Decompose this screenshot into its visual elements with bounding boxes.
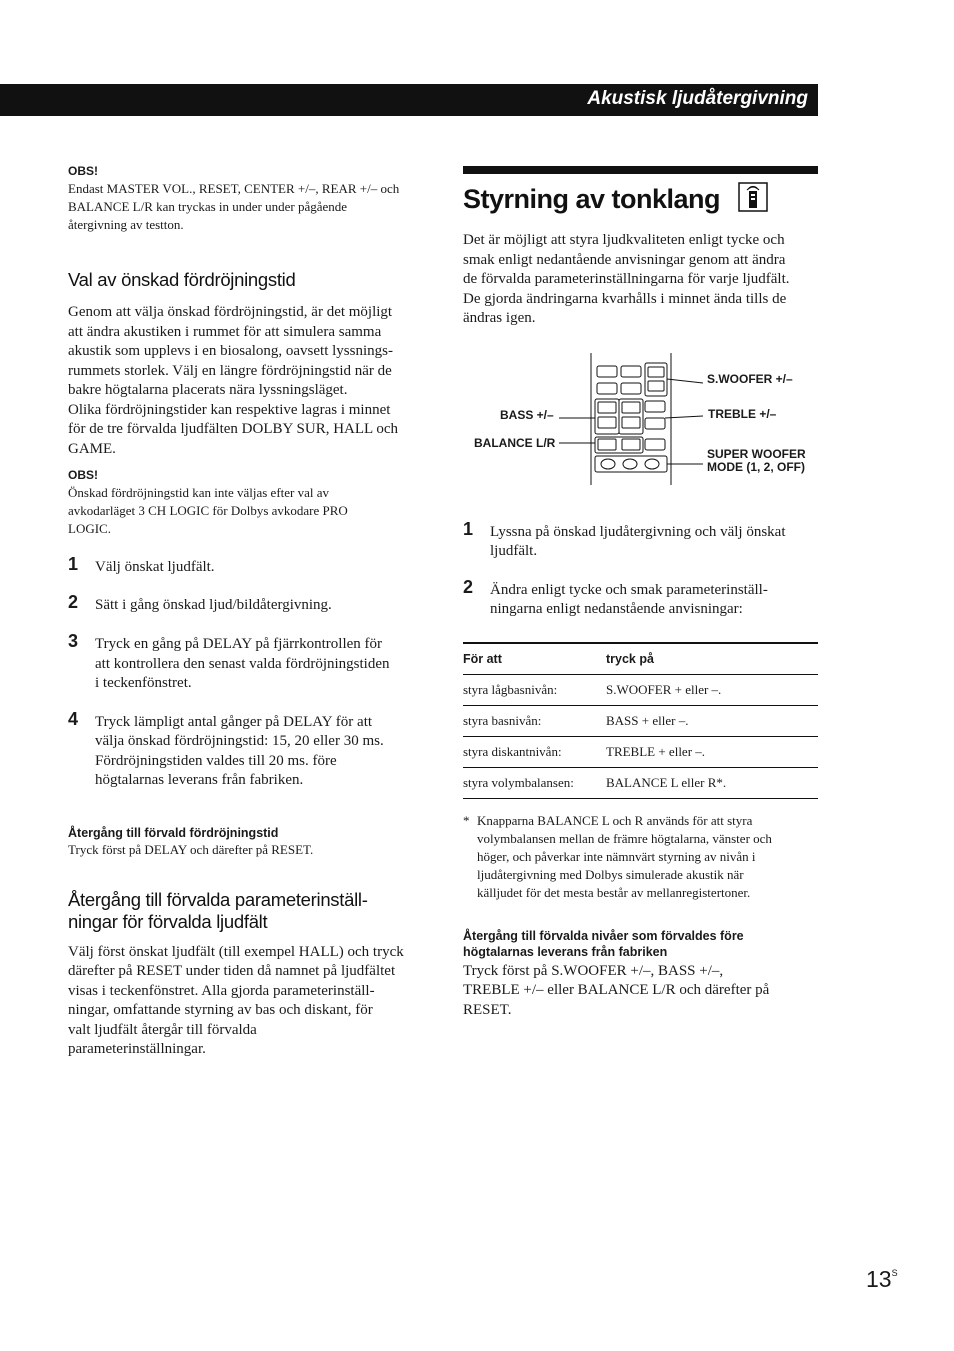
table-cell: styra volymbalansen: bbox=[463, 767, 606, 798]
body-line: valt ljudfält återgår till förvalda bbox=[68, 1021, 257, 1038]
body-line: därefter på RESET under tiden då namnet på ljudfältet bbox=[68, 963, 396, 979]
table-row bbox=[463, 736, 818, 767]
footnote-line: volymbalansen mellan de främre högtalarna, vänster och bbox=[477, 830, 772, 846]
step-text: Tryck lämpligt antal gånger på DELAY för att bbox=[95, 713, 373, 730]
section-heading-line: Återgång till förvalda parameterinställ- bbox=[68, 888, 368, 910]
step-text: Tryck en gång på DELAY på fjärrkontrollen för bbox=[95, 636, 383, 652]
obs-note bbox=[68, 484, 424, 538]
body-line: ningar, omfattande styrning av bas och diskant, för bbox=[68, 1002, 373, 1018]
footnote-line: höger, och påverkar inte nämnvärt styrning av nivån i bbox=[477, 848, 756, 864]
step-text: ningarna enligt nedanstående anvisningar: bbox=[490, 601, 743, 617]
step-number: 3 bbox=[68, 631, 79, 651]
step-text: ljudfält. bbox=[490, 543, 538, 559]
label-bass: BASS +/– bbox=[500, 407, 554, 422]
factory-reset-heading bbox=[463, 928, 818, 960]
step-2 bbox=[463, 576, 818, 620]
table-cell: styra diskantnivån: bbox=[463, 736, 606, 767]
label-treble: TREBLE +/– bbox=[708, 406, 777, 421]
step-text: i teckenfönstret. bbox=[95, 675, 192, 691]
title-row bbox=[463, 182, 818, 217]
table-header: För att bbox=[463, 643, 606, 675]
obs-label: OBS! bbox=[68, 164, 98, 178]
step-text: högtalarnas leverans från fabriken. bbox=[95, 772, 304, 788]
return-delay-heading: Återgång till förvald fördröjningstid bbox=[68, 825, 279, 840]
table-row bbox=[463, 767, 818, 798]
step-1 bbox=[68, 554, 424, 578]
body-line: Välj först önskat ljudfält (till exempel HALL) och tryck bbox=[68, 943, 404, 960]
step-number: 1 bbox=[463, 518, 474, 539]
table-cell: BASS + eller –. bbox=[606, 705, 818, 736]
label-super-woofer: SUPER WOOFER bbox=[707, 446, 806, 461]
body-line: parameterinställningar. bbox=[68, 1041, 206, 1057]
section-heading-delay: Val av önskad fördröjningstid bbox=[68, 269, 296, 290]
body-line: bakre högtalarna placerats nära lyssningsläget. bbox=[68, 382, 348, 398]
obs-note-line: Önskad fördröjningstid kan inte väljas efter val av bbox=[68, 485, 330, 500]
body-line: RESET. bbox=[463, 1001, 512, 1018]
body-line: De gjorda ändringarna kvarhålls i minnet ända tills de bbox=[463, 290, 787, 307]
page-number-value: 13 bbox=[866, 1266, 892, 1292]
return-delay-text: Tryck först på DELAY och därefter på RESET. bbox=[68, 841, 314, 857]
step-4 bbox=[68, 708, 424, 791]
body-line: Det är möjligt att styra ljudkvaliteten enligt tycke och bbox=[463, 232, 785, 248]
body-line: visas i teckenfönstret. Alla gjorda parameterinställ- bbox=[68, 982, 375, 999]
label-swoofer: S.WOOFER +/– bbox=[707, 371, 793, 386]
section-heading-reset bbox=[68, 889, 424, 933]
footnote-line: Knapparna BALANCE L och R används för att styra bbox=[477, 812, 753, 828]
step-text: Välj önskat ljudfält. bbox=[95, 559, 215, 575]
minihead-line: Återgång till förvalda nivåer som förvaldes före bbox=[463, 928, 744, 943]
section-header-bar bbox=[0, 84, 818, 116]
obs-note-line: LOGIC. bbox=[68, 521, 111, 536]
page-title: Styrning av tonklang bbox=[463, 184, 721, 214]
step-number: 4 bbox=[68, 708, 79, 729]
step-number: 1 bbox=[68, 554, 79, 574]
page-number-suffix: S bbox=[891, 1268, 898, 1278]
obs-note-line: återgivning av testton. bbox=[68, 217, 184, 232]
section-heading-line: ningar för förvalda ljudfält bbox=[68, 910, 268, 932]
label-balance: BALANCE L/R bbox=[474, 435, 556, 450]
footnote bbox=[463, 812, 818, 902]
section-body-delay bbox=[68, 303, 424, 459]
obs-note-line: BALANCE L/R kan tryckas in under under pågående bbox=[68, 199, 348, 214]
table-row bbox=[463, 674, 818, 705]
step-text: Fördröjningstiden valdes till 20 ms. före bbox=[95, 752, 337, 769]
footnote-line: ljudåtergivning med Dolbys simulerade akustik när bbox=[477, 866, 744, 882]
step-1 bbox=[463, 518, 818, 562]
table-cell: styra lågbasnivån: bbox=[463, 674, 606, 705]
step-2 bbox=[68, 591, 424, 616]
minihead-line: högtalarnas leverans från fabriken bbox=[463, 944, 668, 959]
step-text: Lyssna på önskad ljudåtergivning och välj önskat bbox=[490, 523, 786, 540]
table-cell: styra basnivån: bbox=[463, 705, 606, 736]
section-header-title: Akustisk ljudåtergivning bbox=[587, 88, 808, 109]
body-line: Tryck först på S.WOOFER +/–, BASS +/–, bbox=[463, 962, 724, 979]
body-line: de förvalda parameterinställningarna för varje ljudfält. bbox=[463, 271, 790, 287]
body-line: rummets storlek. Välj en längre fördröjningstid när de bbox=[68, 362, 392, 379]
step-text: välja önskad fördröjningstid: 15, 20 eller 30 ms. bbox=[95, 733, 384, 749]
body-line: GAME. bbox=[68, 440, 116, 457]
table-header-row bbox=[463, 643, 818, 675]
label-super-woofer-mode: MODE (1, 2, OFF) bbox=[707, 459, 806, 474]
title-rule bbox=[463, 166, 818, 174]
remote-control-icon bbox=[738, 182, 768, 217]
body-line: smak enligt nedantående anvisningar genom att ändra bbox=[463, 251, 786, 268]
footnote-mark: * bbox=[463, 812, 470, 828]
right-column bbox=[463, 166, 818, 1020]
control-table bbox=[463, 642, 818, 799]
step-3 bbox=[68, 631, 424, 694]
step-text: Sätt i gång önskad ljud/bildåtergivning. bbox=[95, 596, 332, 613]
step-number: 2 bbox=[463, 576, 474, 597]
table-cell: BALANCE L eller R*. bbox=[606, 767, 818, 798]
body-line: för de tre förvalda ljudfälten DOLBY SUR, HALL och bbox=[68, 421, 399, 437]
table-cell: S.WOOFER + eller –. bbox=[606, 674, 818, 705]
body-line: att ändra akustiken i rummet för att simulera samma bbox=[68, 323, 382, 340]
step-text: att kontrollera den senast valda fördröjningstiden bbox=[95, 655, 390, 672]
obs-note-line: avkodarläget 3 CH LOGIC för Dolbys avkodare PRO bbox=[68, 503, 348, 518]
body-line: TREBLE +/– eller BALANCE L/R och därefter på bbox=[463, 982, 770, 998]
footnote-line: källjudet för det mesta består av mellanregistertoner. bbox=[477, 884, 751, 900]
obs-note-line: Endast MASTER VOL., RESET, CENTER +/–, REAR +/– och bbox=[68, 181, 400, 196]
body-line: Olika fördröjningstider kan respektive lagras i minnet bbox=[68, 401, 391, 418]
obs-label: OBS! bbox=[68, 468, 98, 482]
remote-diagram bbox=[463, 353, 818, 503]
intro-paragraph bbox=[463, 231, 818, 329]
section-body-reset bbox=[68, 943, 424, 1060]
step-number: 2 bbox=[68, 591, 79, 612]
page-number bbox=[866, 1266, 898, 1293]
body-line: ändras igen. bbox=[463, 310, 536, 326]
body-line: Genom att välja önskad fördröjningstid, är det möjligt bbox=[68, 304, 393, 320]
factory-reset-text bbox=[463, 962, 818, 1021]
body-line: akustik som upplevs i en biosalong, oavsett lyssnings- bbox=[68, 343, 393, 359]
step-text: Ändra enligt tycke och smak parameterinställ- bbox=[490, 581, 768, 598]
table-row bbox=[463, 705, 818, 736]
left-column bbox=[68, 164, 424, 1060]
table-header: tryck på bbox=[606, 643, 818, 675]
obs-note bbox=[68, 180, 424, 234]
table-cell: TREBLE + eller –. bbox=[606, 736, 818, 767]
